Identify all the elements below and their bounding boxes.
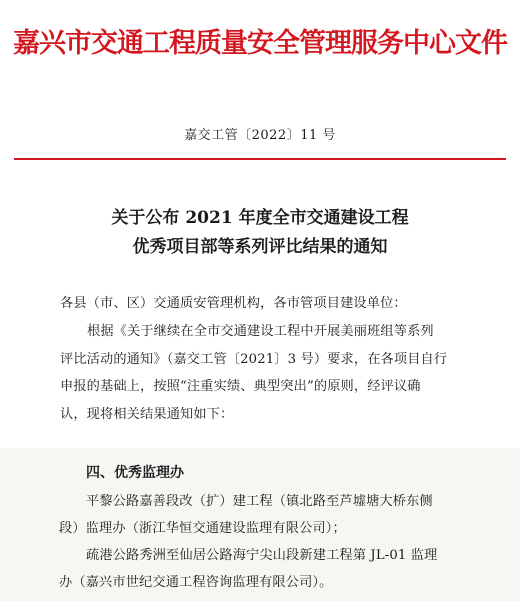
section-line: 疏港公路秀洲至仙居公路海宁尖山段新建工程第 JL-01 监理: [86, 548, 438, 563]
section-line: 平黎公路嘉善段改（扩）建工程（镇北路至芦墟塘大桥东侧: [86, 494, 433, 509]
notice-title-line-1: 关于公布 2021 年度全市交通建设工程: [111, 208, 409, 228]
section-line: 办（嘉兴市世纪交通工程咨询监理有限公司）。: [59, 575, 333, 590]
intro-line: 认，现将相关结果通知如下：: [60, 407, 234, 422]
intro-line: 申报的基础上，按照“注重实绩、典型突出”的原则，经评议确: [60, 379, 421, 394]
notice-title-line-2: 优秀项目部等系列评比结果的通知: [132, 237, 388, 257]
section-line: 段）监理办（浙江华恒交通建设监理有限公司）；: [59, 521, 346, 536]
red-divider-line: [14, 158, 506, 160]
org-header-title: 嘉兴市交通工程质量安全管理服务中心文件: [13, 28, 507, 59]
intro-line: 评比活动的通知》（嘉交工管〔2021〕3 号）要求，在各项目自行: [60, 352, 448, 367]
salutation: 各县（市、区）交通质安管理机构，各市管项目建设单位：: [60, 296, 407, 311]
intro-line: 根据《关于继续在全市交通建设工程中开展美丽班组等系列: [87, 324, 434, 339]
section-heading: 四、优秀监理办: [86, 465, 184, 481]
document-number: 嘉交工管〔2022〕11 号: [184, 128, 336, 143]
